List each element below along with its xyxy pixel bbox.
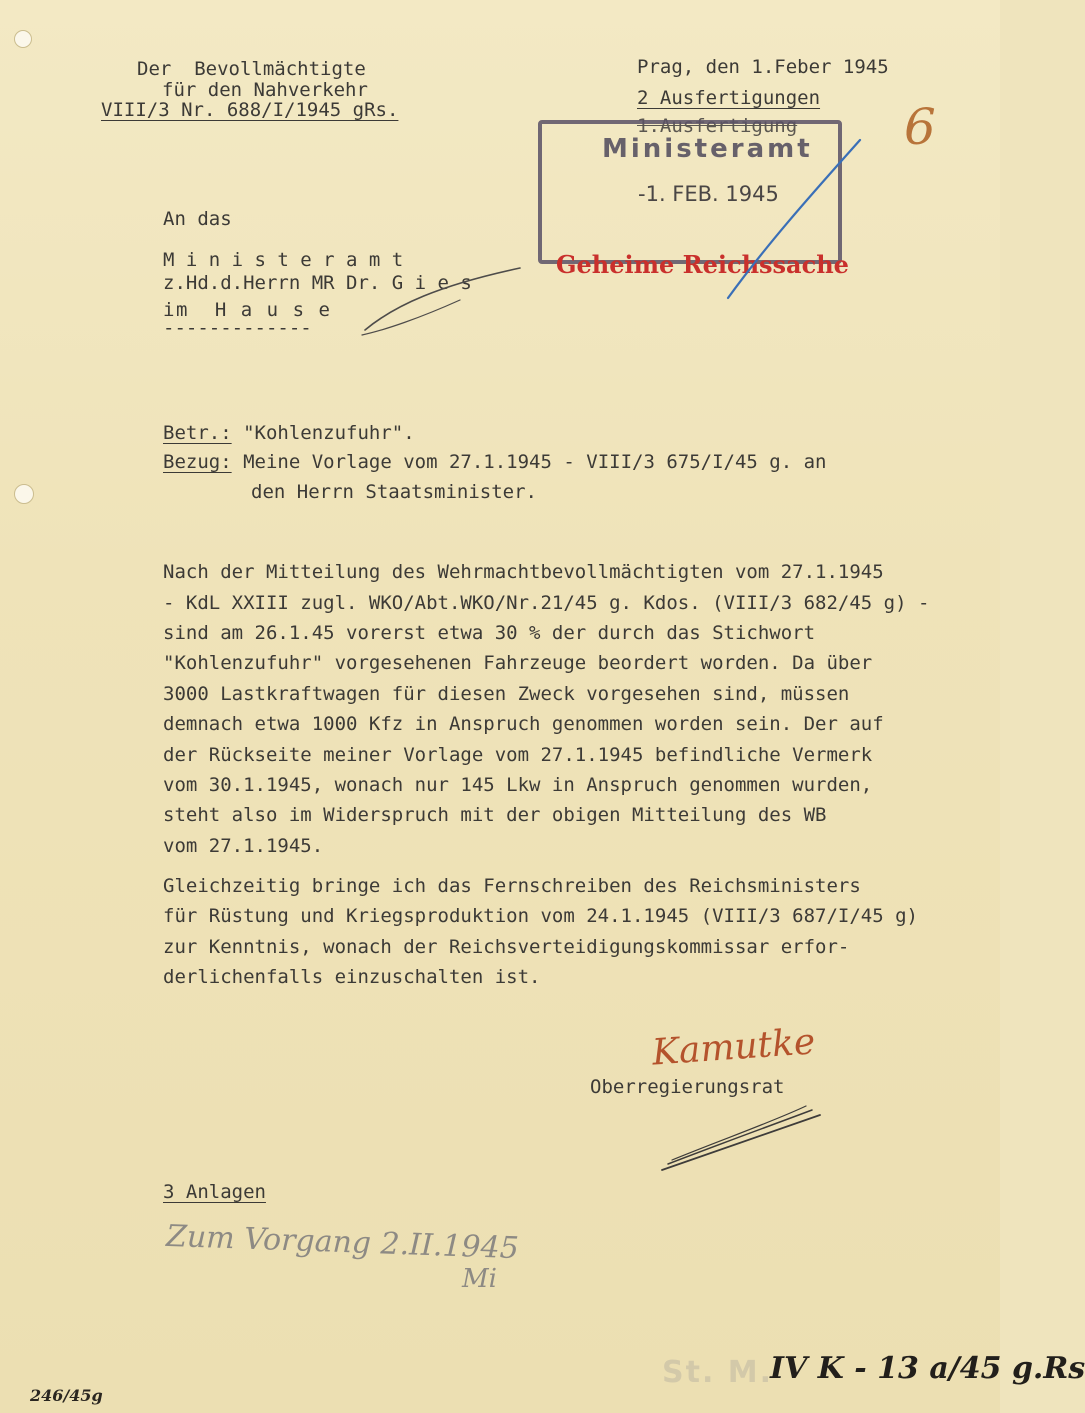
betr-text: "Kohlenzufuhr". (231, 422, 415, 444)
bezug-label: Bezug: (163, 451, 232, 473)
bottom-stamp: St. M. (662, 1355, 774, 1390)
paragraph-1-line: steht also im Widerspruch mit der obigen Mitteilung des WB (163, 804, 827, 826)
paragraph-1-line: demnach etwa 1000 Kfz in Anspruch genommen worden sein. Der auf (163, 713, 884, 735)
sender-reference: VIII/3 Nr. 688/I/1945 gRs. (101, 99, 399, 121)
attachments-note: 3 Anlagen (163, 1181, 266, 1203)
recipient-line-3: z.Hd.d.Herrn MR Dr. G i e s (163, 272, 472, 294)
handwritten-signature: Kamutke (650, 1021, 817, 1074)
copies-count: 2 Ausfertigungen (637, 87, 821, 109)
sender-line-1: Der Bevollmächtigte (137, 58, 366, 80)
paragraph-2-line: Gleichzeitig bringe ich das Fernschreiben des Reichsministers (163, 875, 861, 897)
recipient-line-2: M i n i s t e r a m t (163, 249, 404, 271)
paragraph-1-line: - KdL XXIII zugl. WKO/Abt.WKO/Nr.21/45 g. Kdos. (VIII/3 682/45 g) - (163, 592, 930, 614)
pencil-note-initials: Mi (462, 1264, 497, 1294)
sender-line-2: für den Nahverkehr (162, 79, 368, 101)
signatory-title: Oberregierungsrat (590, 1076, 785, 1098)
bottom-right-reference: IV K - 13 a/45 g.Rs (770, 1351, 1085, 1386)
copy-number: 1.Ausfertigung (637, 115, 798, 137)
paragraph-1-line: 3000 Lastkraftwagen für diesen Zweck vorgesehen sind, müssen (163, 683, 850, 705)
paragraph-2-line: zur Kenntnis, wonach der Reichsverteidigungskommissar erfor- (163, 936, 850, 958)
bezug-text: Meine Vorlage vom 27.1.1945 - VIII/3 675/I/45 g. an (231, 451, 827, 473)
place-date: Prag, den 1.Feber 1945 (637, 56, 889, 78)
paragraph-1-line: vom 27.1.1945. (163, 835, 324, 857)
paragraph-1-line: der Rückseite meiner Vorlage vom 27.1.1945 befindliche Vermerk (163, 744, 873, 766)
paragraph-2-line: für Rüstung und Kriegsproduktion vom 24.1.1945 (VIII/3 687/I/45 g) (163, 905, 918, 927)
bottom-left-reference: 246/45g (30, 1386, 103, 1405)
paragraph-1-line: "Kohlenzufuhr" vorgesehenen Fahrzeuge beordert worden. Da über (163, 652, 873, 674)
recipient-line-4: im H a u s e (163, 299, 332, 321)
paragraph-1-line: Nach der Mitteilung des Wehrmachtbevollmächtigten vom 27.1.1945 (163, 561, 884, 583)
reference-line-2: den Herrn Staatsminister. (251, 481, 537, 503)
recipient-rule: ------------- (163, 317, 312, 339)
paragraph-1-line: sind am 26.1.45 vorerst etwa 30 % der durch das Stichwort (163, 622, 816, 644)
stamp-office-name: Ministeramt (602, 134, 813, 164)
stamp-date: -1. FEB. 1945 (638, 182, 779, 206)
margin-number: 6 (904, 98, 936, 156)
betr-label: Betr.: (163, 422, 232, 444)
paragraph-1-line: vom 30.1.1945, wonach nur 145 Lkw in Anspruch genommen wurden, (163, 774, 873, 796)
recipient-line-1: An das (163, 208, 232, 230)
paragraph-2-line: derlichenfalls einzuschalten ist. (163, 966, 541, 988)
pencil-note-line-1: Zum Vorgang 2.II.1945 (165, 1218, 520, 1267)
classification-stamp: Geheime Reichssache (556, 250, 849, 279)
